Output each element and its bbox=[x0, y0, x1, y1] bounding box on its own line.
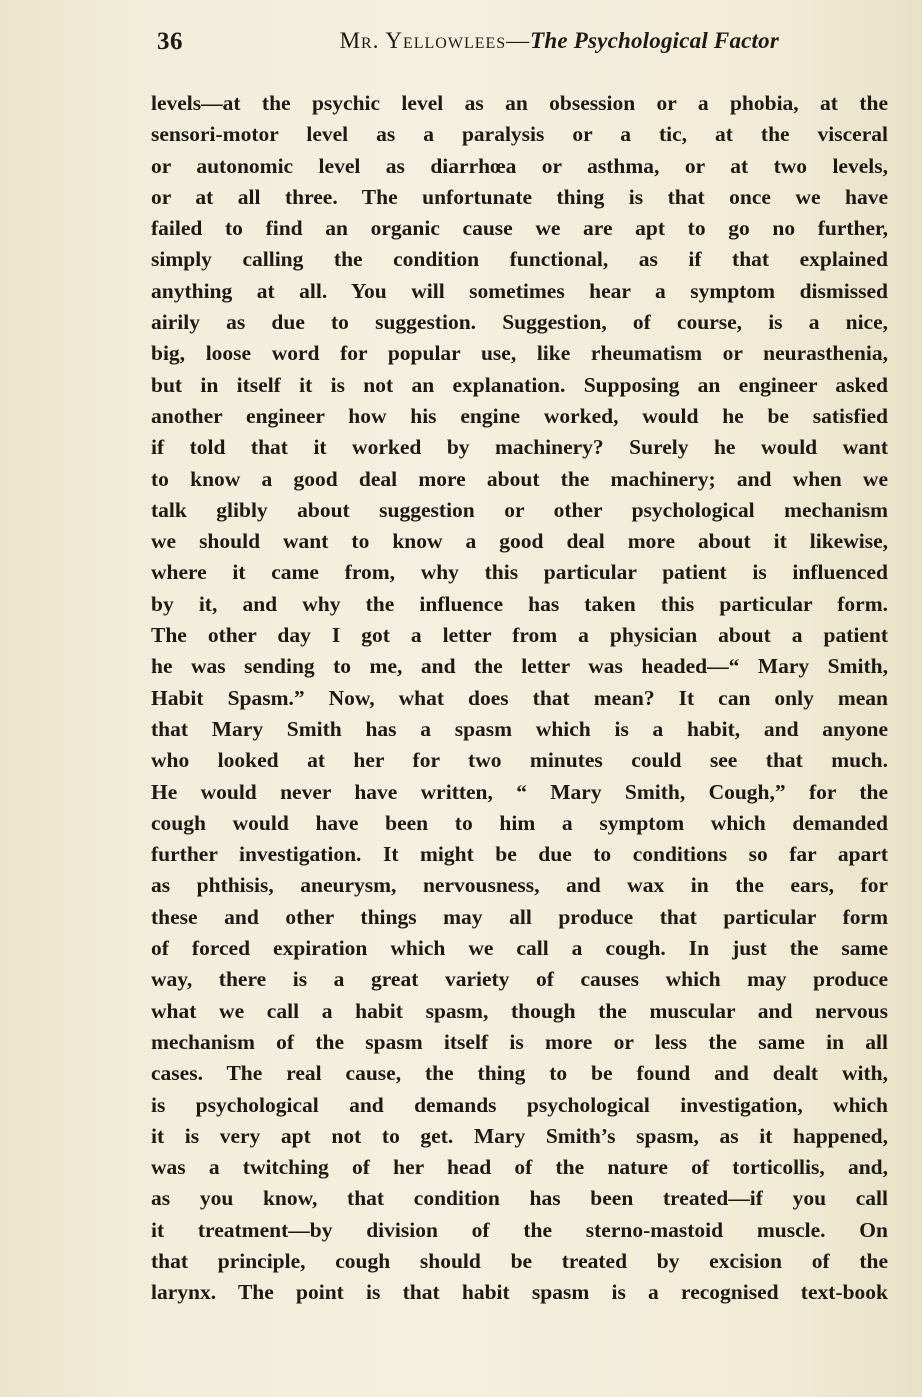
text-line: The other day I got a letter from a physician about a patient bbox=[151, 623, 888, 648]
text-line: failed to find an organic cause we are apt to go no further, bbox=[151, 216, 888, 241]
text-line: levels—at the psychic level as an obsession or a phobia, at the bbox=[151, 91, 888, 115]
text-line: by it, and why the influence has taken this particular form. bbox=[151, 591, 888, 616]
text-line: was a twitching of her head of the nature of torticollis, and, bbox=[151, 1155, 888, 1180]
text-line: he was sending to me, and the letter was headed—“ Mary Smith, bbox=[151, 654, 888, 679]
text-line: larynx. The point is that habit spasm is a recognised text-book bbox=[151, 1280, 888, 1305]
text-line: further investigation. It might be due to conditions so far apart bbox=[151, 842, 888, 867]
text-line: it treatment—by division of the sterno-mastoid muscle. On bbox=[151, 1217, 888, 1242]
text-line: cough would have been to him a symptom which demanded bbox=[151, 810, 888, 835]
text-line: as phthisis, aneurysm, nervousness, and wax in the ears, for bbox=[151, 873, 888, 898]
author-name: Mr. Yellowlees— bbox=[339, 28, 531, 53]
text-line: that Mary Smith has a spasm which is a habit, and anyone bbox=[151, 716, 888, 741]
text-line: another engineer how his engine worked, would he be satisfied bbox=[151, 403, 888, 428]
text-line: simply calling the condition functional, as if that explained bbox=[151, 247, 888, 272]
text-line: it is very apt not to get. Mary Smith’s spasm, as it happened, bbox=[151, 1123, 888, 1148]
text-line: cases. The real cause, the thing to be found and dealt with, bbox=[151, 1061, 888, 1086]
text-line: way, there is a great variety of causes which may produce bbox=[151, 967, 888, 992]
text-line: if told that it worked by machinery? Surely he would want bbox=[151, 435, 888, 460]
text-line: is psychological and demands psychological investigation, which bbox=[151, 1092, 888, 1117]
text-line: to know a good deal more about the machinery; and when we bbox=[151, 466, 888, 491]
text-line: of forced expiration which we call a cough. In just the same bbox=[151, 936, 888, 961]
running-title bbox=[340, 28, 779, 54]
text-line: where it came from, why this particular patient is influenced bbox=[151, 560, 888, 585]
work-title: The Psychological Factor bbox=[530, 28, 779, 53]
text-line: airily as due to suggestion. Suggestion, of course, is a nice, bbox=[151, 310, 888, 335]
text-line: or at all three. The unfortunate thing is that once we have bbox=[151, 184, 888, 209]
text-line: or autonomic level as diarrhœa or asthma, or at two levels, bbox=[151, 153, 888, 178]
text-line: that principle, cough should be treated by excision of the bbox=[151, 1248, 888, 1273]
text-line: sensori-motor level as a paralysis or a tic, at the visceral bbox=[151, 122, 888, 147]
body-text bbox=[151, 88, 888, 1309]
text-line: talk glibly about suggestion or other psychological mechanism bbox=[151, 497, 888, 522]
text-line: Habit Spasm.” Now, what does that mean? It can only mean bbox=[151, 685, 888, 710]
text-line: who looked at her for two minutes could see that much. bbox=[151, 748, 888, 773]
text-line: mechanism of the spasm itself is more or less the same in all bbox=[151, 1029, 888, 1054]
text-line: big, loose word for popular use, like rheumatism or neurasthenia, bbox=[151, 341, 888, 366]
text-line: what we call a habit spasm, though the muscular and nervous bbox=[151, 998, 888, 1023]
text-line: anything at all. You will sometimes hear a symptom dismissed bbox=[151, 278, 888, 303]
text-line: but in itself it is not an explanation. Supposing an engineer asked bbox=[151, 372, 888, 397]
text-line: as you know, that condition has been treated—if you call bbox=[151, 1186, 888, 1211]
page-number: 36 bbox=[157, 28, 183, 55]
running-head bbox=[157, 28, 887, 62]
text-line: we should want to know a good deal more about it likewise, bbox=[151, 529, 888, 554]
text-line: these and other things may all produce that particular form bbox=[151, 904, 888, 929]
text-line: He would never have written, “ Mary Smith, Cough,” for the bbox=[151, 779, 888, 804]
